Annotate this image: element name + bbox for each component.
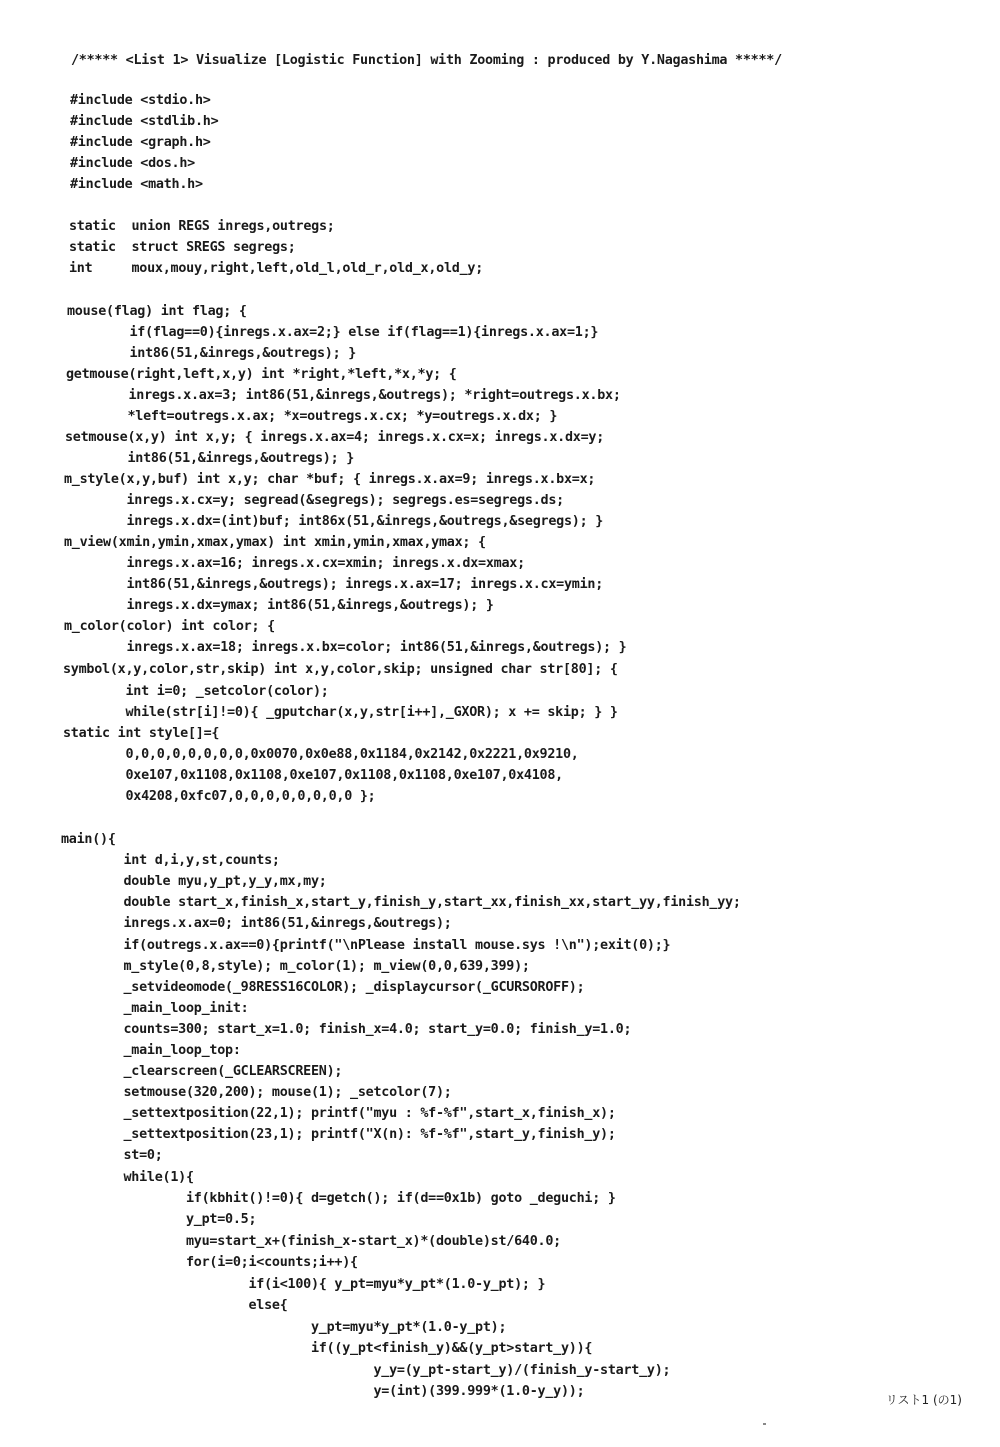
code-line: int86(51,&inregs,&outregs); }	[67, 346, 357, 361]
code-line: else{	[61, 1298, 288, 1313]
code-line: #include <stdlib.h>	[70, 114, 219, 129]
code-line: 0xe107,0x1108,0x1108,0xe107,0x1108,0x1108,0xe107,0x4108,	[63, 768, 563, 783]
code-line: if(outregs.x.ax==0){printf("\nPlease install mouse.sys !\n");exit(0);}	[61, 938, 671, 953]
code-line: for(i=0;i<counts;i++){	[61, 1255, 358, 1270]
code-line: _settextposition(23,1); printf("X(n): %f-%f",start_y,finish_y);	[61, 1127, 616, 1142]
code-line: 0x4208,0xfc07,0,0,0,0,0,0,0,0 };	[63, 789, 376, 804]
code-line: inregs.x.cx=y; segread(&segregs); segregs.es=segregs.ds;	[64, 493, 564, 508]
code-line: int86(51,&inregs,&outregs); inregs.x.ax=17; inregs.x.cx=ymin;	[64, 577, 604, 592]
code-line: m_style(0,8,style); m_color(1); m_view(0,0,639,399);	[61, 959, 530, 974]
code-line: y_y=(y_pt-start_y)/(finish_y-start_y);	[61, 1363, 671, 1378]
code-line: static int style[]={	[63, 726, 220, 741]
code-line: #include <stdio.h>	[70, 93, 211, 108]
code-line: myu=start_x+(finish_x-start_x)*(double)st/640.0;	[61, 1234, 561, 1249]
code-line: double start_x,finish_x,start_y,finish_y,start_xx,finish_xx,start_yy,finish_yy;	[61, 895, 741, 910]
code-line: static struct SREGS segregs;	[69, 240, 296, 255]
code-line: inregs.x.ax=16; inregs.x.cx=xmin; inregs.x.dx=xmax;	[64, 556, 525, 571]
code-line: if(kbhit()!=0){ d=getch(); if(d==0x1b) goto _deguchi; }	[61, 1191, 616, 1206]
code-line: 0,0,0,0,0,0,0,0,0x0070,0x0e88,0x1184,0x2142,0x2221,0x9210,	[63, 747, 579, 762]
code-line: y_pt=0.5;	[61, 1212, 257, 1227]
code-line: symbol(x,y,color,str,skip) int x,y,color,skip; unsigned char str[80]; {	[63, 662, 618, 677]
code-line: /***** <List 1> Visualize [Logistic Function] with Zooming : produced by Y.Nagashima *****/	[71, 53, 782, 68]
code-line: inregs.x.ax=18; inregs.x.bx=color; int86(51,&inregs,&outregs); }	[64, 640, 627, 655]
code-line: int moux,mouy,right,left,old_l,old_r,old_x,old_y;	[69, 261, 484, 276]
code-line: int i=0; _setcolor(color);	[63, 684, 329, 699]
code-line: if((y_pt<finish_y)&&(y_pt>start_y)){	[61, 1341, 593, 1356]
code-line: _main_loop_top:	[61, 1043, 241, 1058]
code-line: if(i<100){ y_pt=myu*y_pt*(1.0-y_pt); }	[61, 1277, 546, 1292]
code-line: _setvideomode(_98RESS16COLOR); _displaycursor(_GCURSOROFF);	[61, 980, 585, 995]
code-line: getmouse(right,left,x,y) int *right,*left,*x,*y; {	[66, 367, 457, 382]
scan-artifact-mark	[763, 1423, 766, 1425]
page-footer-label: リスト1 (の1)	[885, 1393, 962, 1407]
code-line: *left=outregs.x.ax; *x=outregs.x.cx; *y=outregs.x.dx; }	[65, 409, 558, 424]
code-line: int86(51,&inregs,&outregs); }	[65, 451, 355, 466]
code-line: y_pt=myu*y_pt*(1.0-y_pt);	[61, 1320, 507, 1335]
code-line: inregs.x.ax=0; int86(51,&inregs,&outregs);	[61, 916, 452, 931]
code-line: inregs.x.ax=3; int86(51,&inregs,&outregs); *right=outregs.x.bx;	[66, 388, 621, 403]
code-line: inregs.x.dx=ymax; int86(51,&inregs,&outregs); }	[64, 598, 494, 613]
code-line: static union REGS inregs,outregs;	[69, 219, 335, 234]
code-line: #include <dos.h>	[70, 156, 195, 171]
code-line: y=(int)(399.999*(1.0-y_y));	[61, 1384, 585, 1399]
code-line: #include <math.h>	[70, 177, 203, 192]
code-line: inregs.x.dx=(int)buf; int86x(51,&inregs,&outregs,&segregs); }	[64, 514, 604, 529]
code-line: _clearscreen(_GCLEARSCREEN);	[61, 1064, 343, 1079]
code-line: setmouse(x,y) int x,y; { inregs.x.ax=4; inregs.x.cx=x; inregs.x.dx=y;	[65, 430, 605, 445]
code-line: m_color(color) int color; {	[64, 619, 275, 634]
code-line: main(){	[61, 832, 116, 847]
code-line: if(flag==0){inregs.x.ax=2;} else if(flag==1){inregs.x.ax=1;}	[67, 325, 599, 340]
code-line: _main_loop_init:	[61, 1001, 249, 1016]
code-line: double myu,y_pt,y_y,mx,my;	[61, 874, 327, 889]
code-line: mouse(flag) int flag; {	[67, 304, 247, 319]
code-line: setmouse(320,200); mouse(1); _setcolor(7);	[61, 1085, 452, 1100]
code-line: int d,i,y,st,counts;	[61, 853, 280, 868]
code-line: while(1){	[61, 1170, 194, 1185]
code-line: m_style(x,y,buf) int x,y; char *buf; { inregs.x.ax=9; inregs.x.bx=x;	[64, 472, 596, 487]
code-line: counts=300; start_x=1.0; finish_x=4.0; start_y=0.0; finish_y=1.0;	[61, 1022, 632, 1037]
code-line: m_view(xmin,ymin,xmax,ymax) int xmin,ymin,xmax,ymax; {	[64, 535, 486, 550]
code-line: _settextposition(22,1); printf("myu : %f-%f",start_x,finish_x);	[61, 1106, 616, 1121]
code-line: #include <graph.h>	[70, 135, 211, 150]
code-line: st=0;	[61, 1148, 163, 1163]
code-line: while(str[i]!=0){ _gputchar(x,y,str[i++],_GXOR); x += skip; } }	[63, 705, 618, 720]
